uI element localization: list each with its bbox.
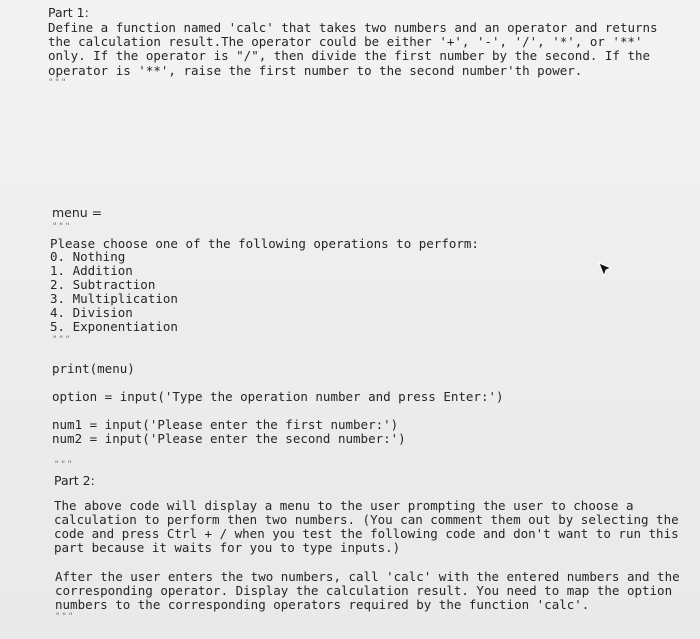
num1-input-statement: num1 = input('Please enter the first number:') (52, 417, 399, 432)
part2-line: After the user enters the two numbers, call 'calc' with the entered numbers and the (55, 569, 680, 584)
menu-option: 3. Multiplication (50, 291, 178, 306)
num2-input-statement: num2 = input('Please enter the second number:') (52, 431, 406, 446)
menu-assignment: menu = (52, 205, 103, 220)
menu-option: 1. Addition (50, 263, 133, 278)
part2-line: part because it waits for you to type inputs.) (54, 540, 401, 555)
part1-heading: Part 1: (48, 5, 89, 20)
part2-line: corresponding operator. Display the calculation result. You need to map the option (55, 583, 673, 598)
part2-line: code and press Ctrl + / when you test the following code and don't want to run this (54, 526, 679, 541)
docstring-quote: """ (54, 460, 74, 470)
menu-option: 2. Subtraction (50, 277, 156, 292)
part1-line: the calculation result.The operator could be either '+', '-', '/', '*', or '**' (48, 34, 643, 49)
part2-heading: Part 2: (54, 473, 95, 488)
part1-line: operator is '**', raise the first number to the second number'th power. (48, 63, 583, 78)
menu-option: 0. Nothing (50, 249, 126, 264)
part2-line: numbers to the corresponding operators required by the function 'calc'. (55, 597, 590, 612)
docstring-quote: """ (52, 222, 72, 232)
menu-option: 5. Exponentiation (50, 319, 178, 334)
docstring-quote: """ (52, 335, 72, 345)
docstring-quote: """ (48, 78, 68, 88)
option-input-statement: option = input('Type the operation number and press Enter:') (52, 389, 504, 404)
part1-line: only. If the operator is "/", then divide the first number by the second. If the (48, 48, 651, 63)
docstring-quote: """ (55, 612, 75, 622)
part1-line: Define a function named 'calc' that takes two numbers and an operator and returns (48, 20, 658, 35)
menu-prompt: Please choose one of the following operations to perform: (50, 236, 479, 251)
part2-line: The above code will display a menu to the user prompting the user to choose a (54, 498, 634, 513)
mouse-pointer-icon (598, 262, 612, 278)
menu-option: 4. Division (50, 305, 133, 320)
print-statement: print(menu) (52, 361, 135, 376)
part2-line: calculation to perform then two numbers. (You can comment them out by selecting the (54, 512, 679, 527)
